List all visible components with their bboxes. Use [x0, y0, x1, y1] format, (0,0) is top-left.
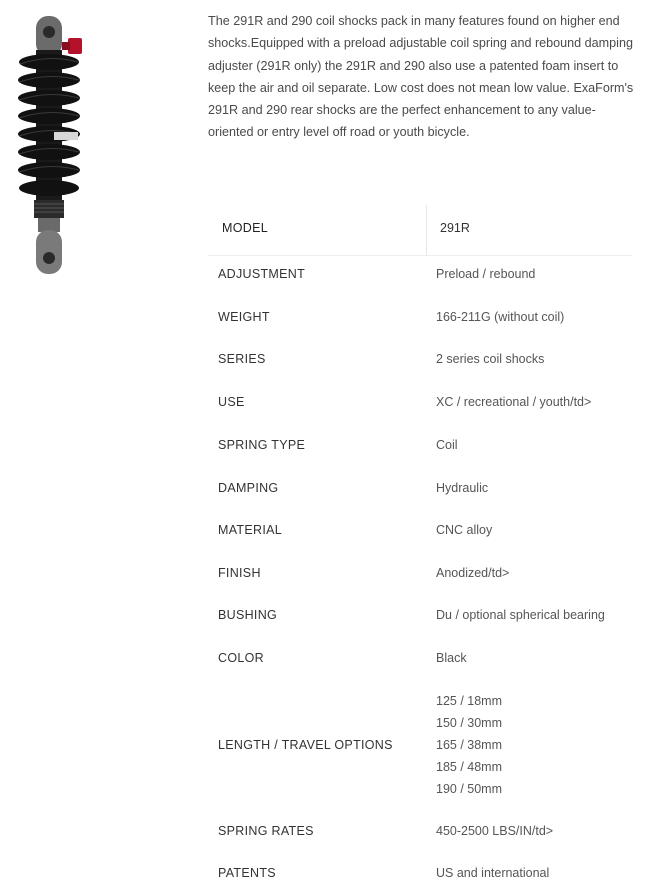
spec-label: BUSHING	[218, 608, 278, 622]
spec-value: CNC alloy	[436, 523, 493, 537]
product-description: The 291R and 290 coil shocks pack in many features found on higher end shocks.Equipped with a preload adjustable coil spring and rebound damping adjuster (291R only) the 291R and 290 also use a patented foam insert to keep the air and oil separate. Low cost does not mean low value. ExaForm's 291R and 290 rear shocks are the perfect enhancement to any value-oriented or entry level off road or youth bicycle.	[208, 14, 634, 140]
spec-value: Black	[436, 651, 467, 665]
length-option: 190 / 50mm	[436, 782, 503, 796]
spec-header-value: 291R	[440, 221, 470, 235]
spec-label: USE	[218, 395, 245, 409]
spec-value: US and international	[436, 866, 550, 880]
spec-label: COLOR	[218, 651, 264, 665]
rear-shock-image	[14, 14, 84, 276]
spec-value: 450-2500 LBS/IN/td>	[436, 824, 554, 838]
spec-value: Du / optional spherical bearing	[436, 608, 605, 622]
spec-label: WEIGHT	[218, 310, 270, 324]
spec-value: 166-211G (without coil)	[436, 310, 565, 324]
length-option: 185 / 48mm	[436, 760, 503, 774]
length-options-list	[436, 690, 502, 800]
length-option: 150 / 30mm	[436, 716, 503, 730]
spec-value: Anodized/td>	[436, 566, 510, 580]
length-option: 125 / 18mm	[436, 694, 503, 708]
spec-label: PATENTS	[218, 866, 276, 880]
spec-label: FINISH	[218, 566, 261, 580]
length-option: 165 / 38mm	[436, 738, 503, 752]
spec-label: ADJUSTMENT	[218, 267, 306, 281]
spec-label: MATERIAL	[218, 523, 282, 537]
spec-label: LENGTH / TRAVEL OPTIONS	[218, 738, 393, 752]
spec-label: SERIES	[218, 352, 266, 366]
spec-value: Hydraulic	[436, 481, 489, 495]
spec-label: DAMPING	[218, 481, 279, 495]
spec-value: XC / recreational / youth/td>	[436, 395, 592, 409]
spec-value: 2 series coil shocks	[436, 352, 545, 366]
spec-label: SPRING RATES	[218, 824, 314, 838]
spec-label: SPRING TYPE	[218, 438, 306, 452]
spec-value: Preload / rebound	[436, 267, 536, 281]
spec-header-label: MODEL	[222, 221, 268, 235]
spec-header-row	[208, 205, 632, 256]
spec-value: Coil	[436, 438, 458, 452]
